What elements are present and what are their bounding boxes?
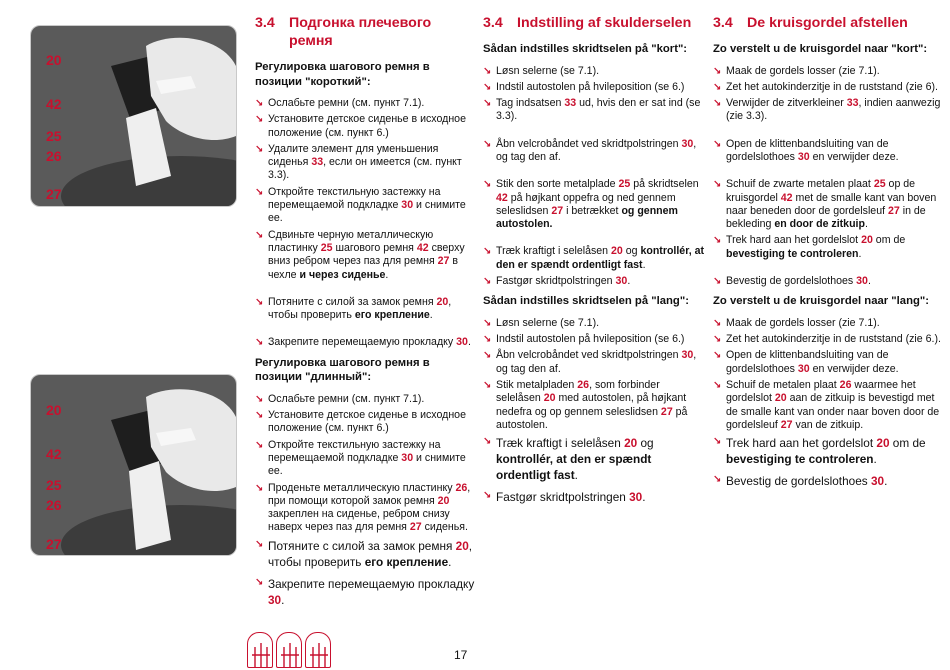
step-text: Trek hard aan het gordelslot	[726, 234, 862, 247]
step-arrow-icon: ↘	[713, 334, 722, 346]
step-text: Установите детское сиденье в исходное положение (см. пункт 6.)	[268, 409, 466, 435]
instruction-step	[255, 97, 475, 110]
step-text: Fastgør skridtpolstringen	[496, 275, 616, 288]
step-text: Open de klittenbandsluiting van de gordelslothoes	[726, 137, 889, 163]
step-text: Проденьте металлическую пластинку	[268, 481, 456, 494]
step-text: .	[858, 247, 862, 260]
emphasized-text: его крепление	[354, 309, 430, 322]
step-text: закреплен на сиденье, ребром снизу наверх через паз для ремня	[268, 508, 450, 534]
step-arrow-icon: ↘	[255, 393, 264, 405]
step-arrow-icon: ↘	[255, 143, 264, 155]
callout-26-top: 26	[46, 148, 62, 164]
callout-27-top: 27	[46, 186, 62, 202]
part-reference-number: 30	[615, 275, 628, 288]
emphasized-text: og gennem autostolen.	[496, 204, 678, 231]
step-arrow-icon: ↘	[483, 98, 492, 110]
step-text: Закрепите перемещаемую прокладку	[268, 576, 475, 591]
instruction-step	[255, 576, 475, 608]
step-arrow-icon: ↘	[713, 350, 722, 362]
step-text: в чехле	[268, 255, 459, 281]
instruction-step	[713, 97, 941, 124]
column-russian	[255, 14, 475, 614]
step-text: Maak de gordels losser (zie 7.1).	[726, 316, 880, 329]
part-reference-number: 30	[797, 362, 810, 375]
instruction-step	[713, 333, 941, 346]
step-arrow-icon: ↘	[713, 380, 722, 392]
part-reference-number: 30	[268, 592, 282, 607]
step-arrow-icon: ↘	[713, 138, 722, 150]
step-text: aan de zitkuip is bevestigd met de smalle kant van onder naar boven door de gordelsleuf	[726, 392, 940, 431]
step-text: Stik den sorte metalplade	[496, 178, 619, 191]
instruction-subtitle: Регулировка шагового ремня в позиции "короткий":	[255, 61, 430, 88]
step-arrow-icon: ↘	[483, 276, 492, 288]
instruction-step	[255, 229, 475, 282]
step-arrow-icon: ↘	[713, 179, 722, 191]
part-reference-number: 42	[496, 191, 508, 204]
part-reference-number: 42	[780, 191, 793, 204]
instruction-step	[483, 97, 705, 124]
part-reference-number: 30	[681, 349, 694, 362]
step-text: og	[637, 436, 654, 451]
part-reference-number: 33	[564, 97, 577, 110]
step-arrow-icon: ↘	[255, 98, 264, 109]
emphasized-text: и через сиденье	[299, 268, 386, 281]
instruction-step	[713, 65, 941, 78]
part-reference-number: 30	[401, 199, 414, 212]
step-text: Schuif de metalen plaat	[726, 379, 840, 392]
seat-outline-icon	[305, 632, 331, 668]
step-arrow-icon: ↘	[255, 538, 264, 550]
emphasized-text: en door de zitkuip	[774, 218, 865, 231]
instruction-step	[483, 245, 705, 272]
instruction-list	[255, 97, 475, 350]
step-text: Bevestig de gordelslothoes	[726, 474, 871, 489]
step-arrow-icon: ↘	[483, 380, 492, 392]
part-reference-number: 27	[887, 204, 900, 217]
part-reference-number: 20	[436, 295, 449, 308]
step-arrow-icon: ↘	[483, 138, 492, 150]
step-arrow-icon: ↘	[713, 436, 722, 448]
callout-42-top: 42	[46, 96, 62, 112]
step-arrow-icon: ↘	[255, 296, 264, 308]
step-arrow-icon: ↘	[483, 334, 492, 346]
step-text: .	[873, 452, 877, 467]
section-number: 3.4	[483, 15, 503, 31]
step-arrow-icon: ↘	[483, 317, 492, 329]
instruction-step	[255, 482, 475, 535]
part-reference-number: 30	[870, 474, 885, 489]
step-text: , som forbinder selelåsen	[496, 379, 660, 405]
step-text: Trek hard aan het gordelslot	[726, 436, 877, 451]
instruction-step	[483, 138, 705, 165]
instruction-step	[713, 234, 941, 261]
seat-icons-row	[247, 632, 331, 668]
instruction-subtitle: Sådan indstilles skridtselen på "kort":	[483, 43, 688, 55]
step-text: .	[448, 554, 452, 569]
instruction-step	[713, 349, 941, 376]
step-text: Удалите элемент для уменьшения сиденья	[268, 142, 439, 169]
step-text: om de	[872, 234, 906, 247]
instruction-step	[713, 473, 941, 489]
instruction-list	[483, 317, 705, 505]
step-arrow-icon: ↘	[255, 337, 264, 349]
step-text: сиденья.	[421, 521, 468, 534]
step-arrow-icon: ↘	[713, 235, 722, 247]
step-text: en verwijder deze.	[809, 362, 899, 375]
step-arrow-icon: ↘	[483, 490, 492, 502]
step-text: , чтобы проверить	[268, 295, 452, 322]
part-reference-number: 20	[455, 538, 469, 553]
part-reference-number: 25	[618, 178, 631, 191]
section-title	[255, 14, 475, 50]
instruction-step	[713, 275, 941, 288]
step-text: .	[867, 275, 871, 288]
part-reference-number: 26	[455, 481, 468, 494]
callout-42-bottom: 42	[46, 446, 62, 462]
step-text: Fastgør skridtpolstringen	[496, 490, 630, 505]
step-arrow-icon: ↘	[255, 439, 264, 451]
part-reference-number: 30	[681, 137, 694, 150]
step-text: Ослабьте ремни (см. пункт 7.1).	[268, 97, 425, 109]
column-danish	[483, 14, 705, 511]
instruction-step	[713, 138, 941, 165]
step-arrow-icon: ↘	[483, 436, 492, 448]
instruction-step	[483, 275, 705, 288]
step-text: Stik metalpladen	[496, 379, 578, 392]
step-arrow-icon: ↘	[713, 81, 722, 93]
step-text: Bevestig de gordelslothoes	[726, 275, 857, 288]
step-text: i betrækket	[563, 204, 622, 217]
callout-20-top: 20	[46, 52, 62, 68]
instruction-step	[713, 435, 941, 467]
step-text: .	[385, 268, 389, 281]
step-arrow-icon: ↘	[713, 276, 722, 288]
instruction-subtitle: Zo verstelt u de kruisgordel naar "lang":	[713, 295, 929, 308]
part-reference-number: 20	[437, 494, 450, 507]
step-text: van de zitkuip.	[792, 418, 864, 431]
instruction-step	[483, 435, 705, 483]
instruction-list	[255, 393, 475, 608]
step-text: Откройте текстильную застежку на перемещаемой подкладке	[268, 438, 441, 464]
step-arrow-icon: ↘	[255, 229, 264, 241]
instruction-step	[483, 317, 705, 330]
part-reference-number: 27	[437, 255, 450, 268]
step-text: waarmee het gordelslot	[726, 379, 916, 405]
callout-20-bottom: 20	[46, 402, 62, 418]
step-text: Zet het autokinderzitje in de ruststand (zie 6).	[726, 80, 938, 93]
part-reference-number: 20	[876, 436, 890, 451]
instruction-step	[713, 379, 941, 432]
step-text: .	[884, 474, 888, 489]
step-arrow-icon: ↘	[483, 350, 492, 362]
emphasized-text: kontrollér, at den er spændt ordentligt fast	[496, 452, 652, 483]
step-text: Schuif de zwarte metalen plaat	[726, 178, 874, 191]
instruction-step	[255, 336, 475, 349]
step-text: сверху вниз ребром через паз для ремня	[268, 241, 465, 268]
step-text: Установите детское сиденье в исходное положение (см. пункт 6.)	[268, 113, 466, 139]
step-text: in de bekleding	[726, 204, 926, 231]
step-text: Løsn selerne (se 7.1).	[496, 64, 600, 77]
step-text: Tag indsatsen	[496, 97, 565, 110]
step-text: Откройте текстильную застежку на перемещаемой подкладке	[268, 185, 441, 212]
step-text: , indien aanwezig (zie 3.3).	[726, 97, 941, 123]
step-text: .	[429, 309, 433, 322]
emphasized-text: bevestiging te controleren	[726, 247, 859, 260]
part-reference-number: 33	[311, 156, 324, 169]
step-text: Потяните с силой за замок ремня	[268, 295, 437, 308]
callout-25-top: 25	[46, 128, 62, 144]
part-reference-number: 26	[577, 379, 590, 392]
instruction-step	[255, 409, 475, 436]
part-reference-number: 25	[320, 241, 333, 254]
step-text: Maak de gordels losser (zie 7.1).	[726, 64, 880, 77]
part-reference-number: 20	[543, 392, 556, 405]
instruction-list	[713, 317, 941, 489]
instruction-step	[483, 178, 705, 231]
instruction-list	[483, 65, 705, 289]
section-title-text: De kruisgordel afstellen	[747, 15, 908, 31]
step-text: Сдвиньте черную металлическую пластинку	[268, 228, 434, 254]
step-arrow-icon: ↘	[713, 317, 722, 329]
section-title-text: Indstilling af skulderselen	[517, 15, 692, 31]
part-reference-number: 27	[780, 418, 793, 431]
step-arrow-icon: ↘	[255, 482, 264, 494]
step-arrow-icon: ↘	[483, 81, 492, 93]
step-arrow-icon: ↘	[483, 246, 492, 258]
part-reference-number: 20	[611, 245, 623, 258]
step-text: , og tag den af.	[496, 137, 697, 163]
part-reference-number: 30	[629, 490, 643, 505]
part-reference-number: 30	[401, 451, 414, 464]
instruction-step	[483, 81, 705, 94]
step-arrow-icon: ↘	[255, 114, 264, 126]
seat-outline-icon	[276, 632, 302, 668]
step-text: Zet het autokinderzitje in de ruststand (zie 6.).	[726, 333, 941, 346]
step-text: Потяните с силой за замок ремня	[268, 538, 456, 553]
step-arrow-icon: ↘	[483, 179, 492, 191]
step-text: .	[627, 275, 631, 288]
step-text: .	[281, 592, 285, 607]
part-reference-number: 30	[456, 336, 468, 349]
callout-25-bottom: 25	[46, 477, 62, 493]
part-reference-number: 30	[797, 150, 810, 163]
part-reference-number: 20	[861, 234, 873, 247]
instruction-step	[483, 349, 705, 376]
instruction-step	[483, 489, 705, 505]
part-reference-number: 26	[839, 379, 852, 392]
part-reference-number: 20	[624, 436, 638, 451]
instruction-step	[255, 186, 475, 226]
step-text: Løsn selerne (se 7.1).	[496, 316, 600, 329]
emphasized-text: его крепление	[364, 554, 449, 569]
step-text: på skridtselen	[630, 178, 699, 191]
step-text: om de	[889, 436, 926, 451]
step-text: ud, hvis den er sat ind (se 3.3).	[496, 97, 701, 123]
part-reference-number: 33	[846, 97, 859, 110]
step-text: .	[574, 468, 578, 483]
step-text: på autostolen.	[496, 405, 688, 431]
step-text: Verwijder de zitverkleiner	[726, 97, 847, 110]
step-arrow-icon: ↘	[713, 474, 722, 486]
step-text: .	[864, 218, 868, 231]
step-text: и снимите ее.	[268, 451, 466, 478]
instruction-step	[255, 439, 475, 479]
instruction-subtitle: Регулировка шагового ремня в позиции "длинный":	[255, 356, 430, 384]
instruction-subtitle: Zo verstelt u de kruisgordel naar "kort":	[713, 43, 928, 55]
section-title	[713, 14, 941, 32]
step-arrow-icon: ↘	[713, 98, 722, 110]
emphasized-text: bevestiging te controleren	[726, 452, 874, 467]
part-reference-number: 30	[856, 275, 868, 288]
step-text: med autostolen, på højkant nedefra og op gennem seleslidsen	[496, 392, 687, 418]
step-text: på højkant oppefra og ned gennem seleslidsen	[496, 191, 676, 217]
step-text: Open de klittenbandsluiting van de gordelslothoes	[726, 349, 889, 375]
step-text: и снимите ее.	[268, 199, 466, 225]
section-title	[483, 14, 705, 32]
column-dutch	[713, 14, 941, 495]
step-text: .	[642, 490, 646, 505]
step-text: Indstil autostolen på hvileposition (se 6.)	[496, 80, 685, 93]
step-arrow-icon: ↘	[255, 410, 264, 422]
step-text: Ослабьте ремни (см. пункт 7.1).	[268, 392, 425, 405]
step-text: Træk kraftigt i selelåsen	[496, 436, 625, 451]
instruction-step	[483, 333, 705, 346]
instruction-list	[713, 65, 941, 289]
instruction-step	[713, 317, 941, 330]
instruction-step	[255, 538, 475, 570]
step-text: Закрепите перемещаемую прокладку	[268, 336, 457, 349]
step-text: en verwijder deze.	[809, 150, 899, 163]
instruction-step	[713, 178, 941, 231]
step-text: , при помощи которой замок ремня	[268, 481, 471, 507]
callout-26-bottom: 26	[46, 497, 62, 513]
part-reference-number: 27	[660, 405, 673, 418]
section-number: 3.4	[713, 15, 733, 31]
instruction-step	[483, 65, 705, 78]
instruction-subtitle: Sådan indstilles skridtselen på "lang":	[483, 295, 689, 308]
part-reference-number: 27	[409, 521, 422, 534]
step-text: Indstil autostolen på hvileposition (se 6.)	[496, 333, 685, 346]
section-title-text: Подгонка плечевого ремня	[289, 15, 432, 49]
step-text: Åbn velcrobåndet ved skridtpolstringen	[496, 349, 682, 362]
callout-27-bottom: 27	[46, 536, 62, 552]
step-text: , og tag den af.	[496, 349, 697, 375]
part-reference-number: 27	[551, 204, 564, 217]
step-text: Træk kraftigt i selelåsen	[496, 245, 611, 258]
step-text: Åbn velcrobåndet ved skridtpolstringen	[496, 137, 682, 150]
step-text: , чтобы проверить	[268, 538, 473, 569]
instruction-step	[713, 81, 941, 94]
step-text: .	[467, 336, 471, 349]
instruction-step	[255, 296, 475, 323]
step-arrow-icon: ↘	[713, 65, 722, 77]
step-text: og	[622, 245, 641, 258]
instruction-step	[255, 393, 475, 406]
emphasized-text: kontrollér, at den er spændt ordentligt fast	[496, 245, 705, 271]
step-text: met de smalle kant van boven naar beneden door de gordelsleuf	[726, 191, 937, 217]
seat-outline-icon	[247, 632, 273, 668]
section-number: 3.4	[255, 15, 275, 31]
step-text: .	[642, 258, 646, 271]
instruction-step	[483, 379, 705, 432]
instruction-step	[255, 143, 475, 183]
step-text: op de kruisgordel	[726, 178, 916, 204]
step-arrow-icon: ↘	[255, 186, 264, 198]
part-reference-number: 20	[774, 392, 787, 405]
step-arrow-icon: ↘	[483, 65, 492, 77]
part-reference-number: 42	[416, 241, 429, 254]
step-arrow-icon: ↘	[255, 576, 264, 588]
step-text: , если он имеется (см. пункт 3.3).	[268, 156, 462, 182]
page-number: 17	[454, 648, 468, 662]
part-reference-number: 25	[873, 178, 886, 191]
step-text: шагового ремня	[332, 241, 417, 254]
instruction-step	[255, 113, 475, 140]
